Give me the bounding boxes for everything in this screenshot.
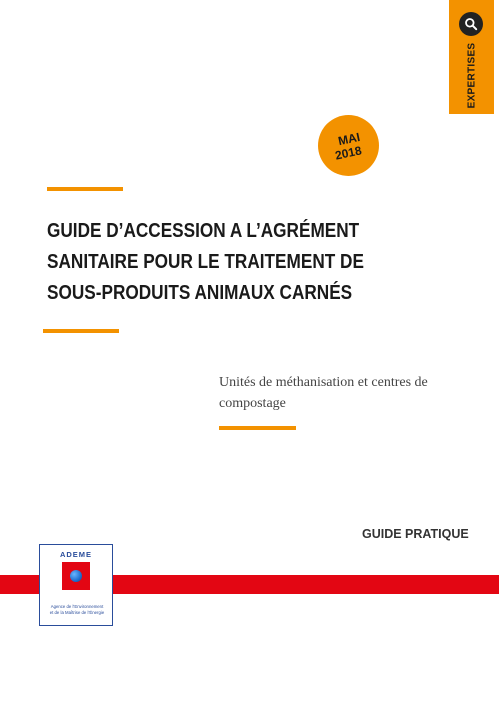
title-line-2: SANITAIRE POUR LE TRAITEMENT DE (47, 251, 364, 273)
title-line-3: SOUS-PRODUITS ANIMAUX CARNÉS (47, 282, 353, 304)
series-tab-label: EXPERTISES (466, 42, 477, 108)
series-tab (449, 0, 494, 114)
page-title (47, 216, 374, 309)
date-badge (318, 115, 379, 176)
title-bottom-rule (43, 329, 119, 333)
search-icon[interactable] (459, 12, 483, 36)
subtitle-rule (219, 426, 296, 430)
guide-type-label: GUIDE PRATIQUE (362, 527, 469, 541)
date-badge-month: MAI (336, 129, 361, 148)
ademe-logo (39, 544, 113, 626)
title-line-1: GUIDE D’ACCESSION A L’AGRÉMENT (47, 220, 360, 242)
date-badge-year: 2018 (333, 142, 364, 163)
globe-icon (70, 570, 82, 582)
logo-mark (62, 562, 90, 590)
logo-caption-line-2: et de la Maîtrise de l’Énergie (49, 610, 105, 615)
logo-name: ADEME (59, 550, 93, 559)
subtitle: Unités de méthanisation et centres de compostage (219, 375, 428, 411)
logo-caption (42, 604, 112, 616)
series-tab-label-wrap (449, 40, 494, 110)
title-top-rule (47, 187, 123, 191)
logo-caption-line-1: Agence de l’Environnement (50, 604, 104, 609)
